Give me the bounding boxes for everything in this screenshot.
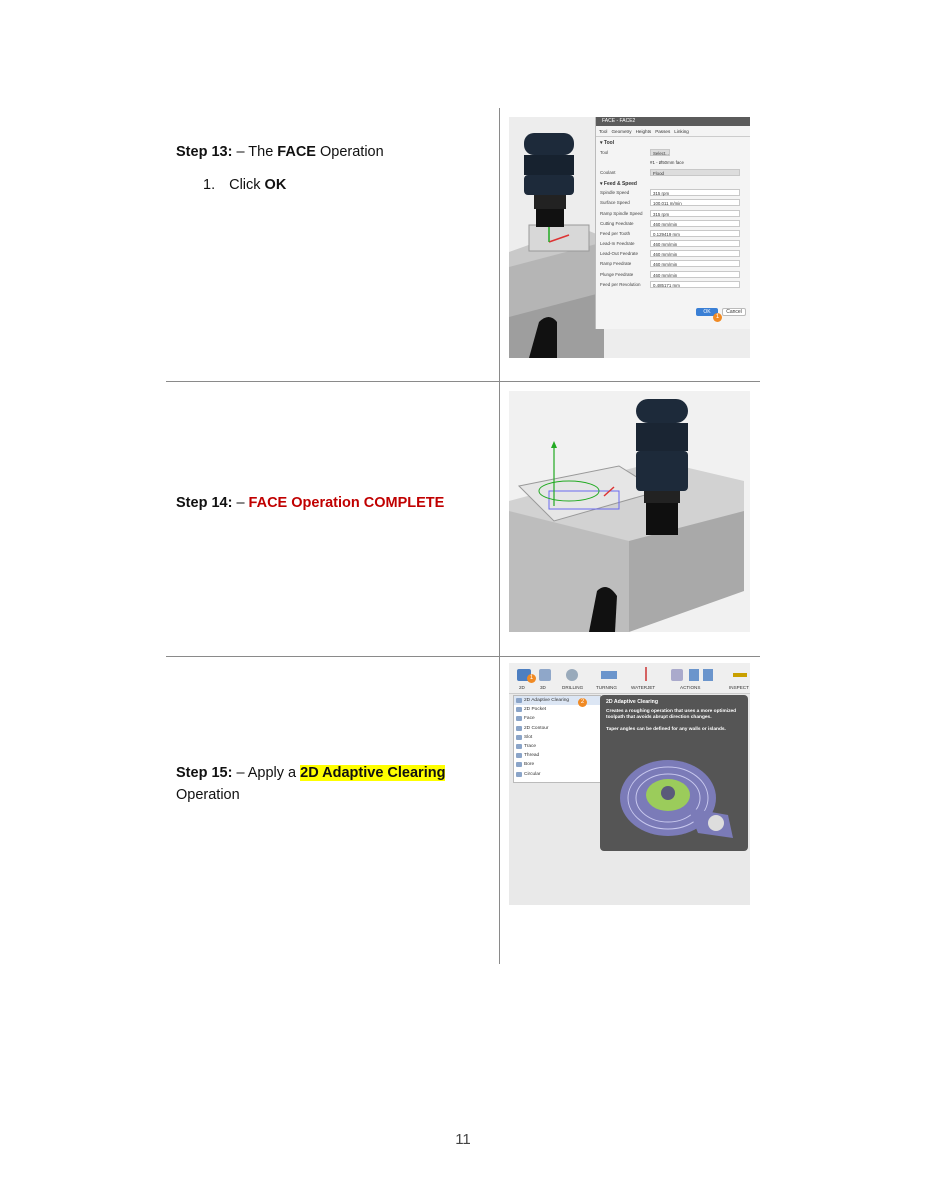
step-15-heading: Step 15: – Apply a 2D Adaptive Clearing Operation	[176, 765, 446, 803]
menu-item-2d-pocket[interactable]: 2D Pocket	[514, 705, 600, 714]
feed-speed-row	[596, 208, 750, 218]
menu-item-bore[interactable]: Bore	[514, 760, 600, 769]
field-input[interactable]: 315 rpm	[650, 189, 740, 196]
face-operation-dialog	[595, 117, 750, 329]
step-13-heading: Step 13: – The FACE Operation	[176, 144, 384, 160]
field-input[interactable]: 0.485171 mm	[650, 281, 740, 288]
field-label: Surface Speed	[600, 200, 630, 206]
menu-item-thread[interactable]: Thread	[514, 751, 600, 760]
tool-select-button[interactable]: Select...	[650, 149, 670, 156]
adaptive-toolpath-illustration	[618, 753, 738, 843]
2d-dropdown-menu	[513, 695, 601, 783]
cancel-button[interactable]: Cancel	[722, 308, 746, 316]
toolbar-drilling[interactable]: DRILLING	[562, 685, 584, 690]
toolbar-inspect[interactable]: INSPECT	[729, 685, 749, 690]
feed-speed-row	[596, 228, 750, 238]
field-input[interactable]: 460 mm/min	[650, 250, 740, 257]
adaptive-clearing-screenshot	[509, 663, 750, 905]
field-label: Feed per Revolution	[600, 281, 641, 287]
field-input[interactable]: 460 mm/min	[650, 240, 740, 247]
field-label: Lead-In Feedrate	[600, 241, 635, 247]
tooltip-note: Taper angles can be defined for any walls or islands.	[606, 727, 726, 732]
tooltip-description: Creates a roughing operation that uses a more optimized toolpath that avoids abrupt direction changes.	[606, 709, 737, 720]
tab-geometry[interactable]: Geometry	[611, 128, 632, 134]
tool-section-header[interactable]: ▾ Tool	[600, 140, 615, 146]
toolbar-2d[interactable]: 2D	[519, 685, 525, 690]
coolant-select[interactable]: Flood	[650, 169, 740, 176]
toolbar-3d[interactable]: 3D	[540, 685, 546, 690]
field-label: Cutting Feedrate	[600, 220, 634, 226]
feed-speed-row	[596, 269, 750, 279]
field-input[interactable]: 0.129419 mm	[650, 230, 740, 237]
coolant-row: Coolant Flood	[596, 167, 750, 177]
field-input[interactable]: 460 mm/min	[650, 220, 740, 227]
toolbar-turning[interactable]: TURNING	[596, 685, 617, 690]
feed-speed-row	[596, 188, 750, 198]
field-input[interactable]: 100.011 m/min	[650, 199, 740, 206]
table-row-divider	[166, 656, 760, 657]
face-dialog-screenshot	[509, 117, 750, 358]
menu-item-trace[interactable]: Trace	[514, 742, 600, 751]
table-row-divider	[166, 381, 760, 382]
step-13-instruction: 1. Click OK	[203, 177, 287, 193]
field-label: Ramp Spindle Speed	[600, 210, 643, 216]
feed-speed-section-header[interactable]: ▾ Feed & Speed	[600, 180, 637, 187]
table-vertical-divider	[499, 108, 500, 964]
field-label: Feed per Tooth	[600, 230, 631, 236]
feed-speed-row	[596, 249, 750, 259]
tab-linking[interactable]: Linking	[674, 128, 689, 134]
tab-tool[interactable]: Tool	[599, 128, 608, 134]
feed-speed-fields	[596, 188, 750, 290]
ok-button[interactable]: OK	[696, 308, 718, 316]
step-14-heading: Step 14: – FACE Operation COMPLETE	[176, 495, 445, 511]
menu-item-circular[interactable]: Circular	[514, 770, 600, 779]
vise-model-toolpath-illustration	[509, 391, 750, 632]
tool-desc-row: #1 - Ø50mm face	[650, 159, 684, 165]
toolbar-icons	[509, 665, 750, 685]
field-input[interactable]: 315 rpm	[650, 210, 740, 217]
tooltip-2d-adaptive-clearing	[600, 695, 748, 851]
toolbar-actions[interactable]: ACTIONS	[680, 685, 701, 690]
field-label: Lead-Out Feedrate	[600, 251, 639, 257]
cam-toolbar	[509, 663, 750, 694]
feed-speed-row	[596, 259, 750, 269]
dialog-tabs	[596, 126, 750, 137]
field-input[interactable]: 460 mm/min	[650, 260, 740, 267]
toolbar-waterjet[interactable]: WATERJET	[631, 685, 656, 690]
feed-speed-row	[596, 218, 750, 228]
feed-speed-row	[596, 239, 750, 249]
feed-speed-row	[596, 279, 750, 289]
tab-heights[interactable]: Heights	[635, 128, 652, 134]
menu-item-2d-contour[interactable]: 2D Contour	[514, 724, 600, 733]
field-label: Ramp Feedrate	[600, 261, 632, 267]
face-complete-screenshot	[509, 391, 750, 632]
field-input[interactable]: 460 mm/min	[650, 271, 740, 278]
callout-badge-2: 2	[578, 698, 587, 707]
callout-badge-1: 1	[527, 674, 536, 683]
menu-item-slot[interactable]: Slot	[514, 733, 600, 742]
field-label: Spindle Speed	[600, 190, 630, 196]
feed-speed-row	[596, 198, 750, 208]
tool-row: Tool Select...	[600, 149, 669, 156]
dialog-title: FACE - FACE2	[596, 117, 750, 126]
tab-passes[interactable]: Passes	[655, 128, 671, 134]
tooltip-title: 2D Adaptive Clearing	[606, 699, 658, 705]
page-number: 11	[455, 1131, 471, 1148]
menu-item-2d-adaptive-clearing[interactable]: 2D Adaptive Clearing	[514, 696, 600, 705]
menu-item-face[interactable]: Face	[514, 714, 600, 723]
field-label: Plunge Feedrate	[600, 271, 634, 277]
callout-badge: 1	[713, 313, 722, 322]
